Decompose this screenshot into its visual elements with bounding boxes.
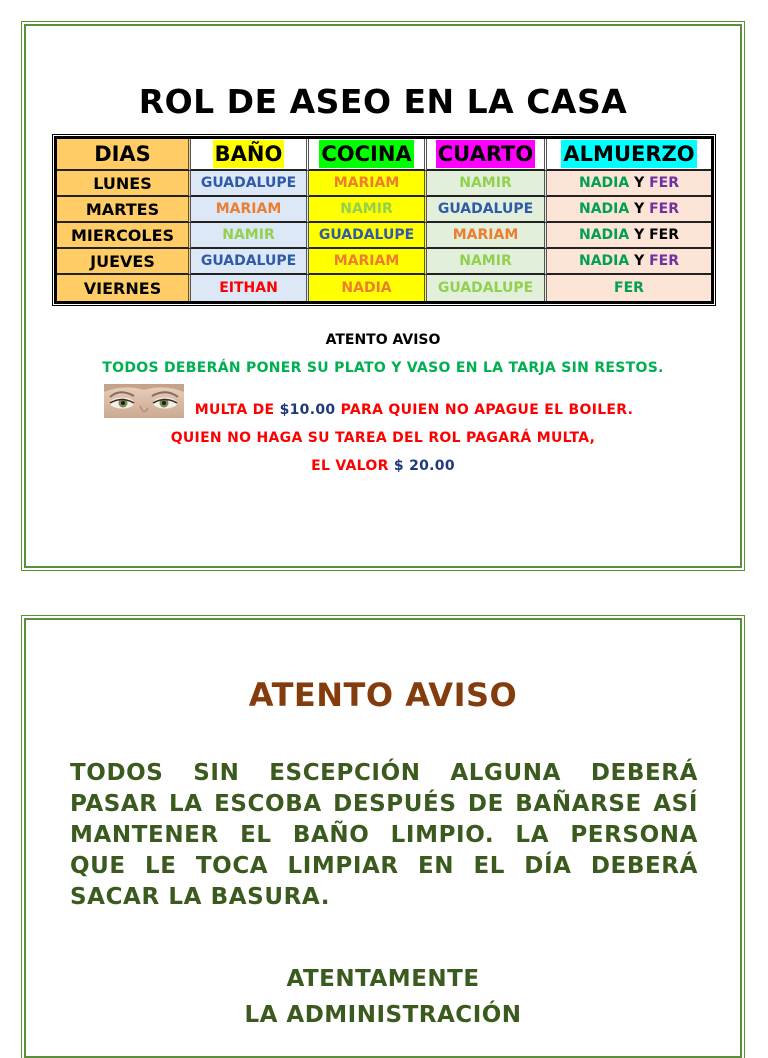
assignment-cell — [309, 171, 427, 197]
day-cell: JUEVES — [57, 249, 191, 275]
cleaning-roster-notice — [24, 24, 742, 568]
assignee-name: MARIAM — [333, 253, 400, 269]
assignment-cell — [547, 249, 711, 275]
page-title: ROL DE ASEO EN LA CASA — [138, 82, 628, 121]
assignee-name: NADIA — [578, 253, 635, 269]
roster-table — [54, 136, 714, 304]
assignee-name: GUADALUPE — [318, 227, 415, 243]
assignee-name: FER — [649, 175, 680, 191]
assignee-name: FER — [649, 201, 680, 217]
day-cell: VIERNES — [57, 275, 191, 301]
header-label: DIAS — [94, 142, 151, 166]
assignment-cell — [309, 275, 427, 301]
day-cell: MARTES — [57, 197, 191, 223]
fine-value-line — [26, 458, 740, 474]
notice-heading: ATENTO AVISO — [325, 332, 441, 348]
assignee-name: NAMIR — [459, 253, 512, 269]
assignee-name: FER — [614, 280, 644, 296]
assignee-name: NAMIR — [459, 175, 512, 191]
assignee-name: GUADALUPE — [200, 253, 297, 269]
assignment-cell — [427, 197, 547, 223]
header-label: COCINA — [321, 142, 412, 166]
assignee-name: MARIAM — [333, 175, 400, 191]
dishes-rule: TODOS DEBERÁN PONER SU PLATO Y VASO EN LA TARJA SIN RESTOS. — [102, 360, 664, 376]
assignment-cell — [191, 223, 309, 249]
sweeping-notice — [24, 618, 742, 1058]
assignment-cell — [309, 223, 427, 249]
assignment-cell — [547, 197, 711, 223]
assignee-name: NADIA — [578, 201, 635, 217]
assignment-cell — [309, 197, 427, 223]
assignment-cell — [191, 171, 309, 197]
assignee-name: GUADALUPE — [437, 280, 534, 296]
assignee-name: FER — [649, 227, 680, 243]
assignment-cell — [547, 223, 711, 249]
assignment-cell — [427, 275, 547, 301]
header-cell — [427, 139, 547, 171]
assignee-name: NADIA — [578, 227, 635, 243]
assignee-name: Y — [634, 253, 650, 269]
assignee-name: MARIAM — [452, 227, 519, 243]
signature-closing: ATENTAMENTE — [286, 966, 480, 992]
assignee-name: NAMIR — [340, 201, 393, 217]
assignee-name: MARIAM — [215, 201, 282, 217]
assignee-name: NAMIR — [222, 227, 275, 243]
header-cell — [309, 139, 427, 171]
assignment-cell — [309, 249, 427, 275]
assignment-cell — [191, 197, 309, 223]
header-label: BAÑO — [214, 142, 283, 166]
assignee-name: Y — [634, 175, 650, 191]
assignment-cell — [191, 275, 309, 301]
fine-amount-task: $ 20.00 — [393, 458, 455, 474]
assignment-cell — [427, 171, 547, 197]
fine-amount-boiler: $10.00 — [279, 402, 336, 418]
day-cell: LUNES — [57, 171, 191, 197]
notice2-body: TODOS SIN ESCEPCIÓN ALGUNA DEBERÁ PASAR LA ESCOBA DESPUÉS DE BAÑARSE ASÍ MANTENER EL BAÑO LIMPIO. LA PERSONA QUE LE TOCA LIMPIAR EN EL DÍA DEBERÁ SACAR LA BASURA. — [70, 760, 698, 910]
boiler-fine-line — [26, 402, 740, 418]
day-cell: MIERCOLES — [57, 223, 191, 249]
assignee-name: NADIA — [341, 280, 392, 296]
header-label: ALMUERZO — [563, 142, 695, 166]
assignee-name: FER — [649, 253, 680, 269]
fine-text-b: PARA QUIEN NO APAGUE EL BOILER. — [335, 402, 634, 418]
assignment-cell — [547, 275, 711, 301]
assignment-cell — [427, 223, 547, 249]
header-cell — [57, 139, 191, 171]
header-cell — [191, 139, 309, 171]
assignee-name: GUADALUPE — [437, 201, 534, 217]
assignment-cell — [427, 249, 547, 275]
assignee-name: NADIA — [578, 175, 635, 191]
header-cell — [547, 139, 711, 171]
fine-value-label: EL VALOR — [311, 458, 394, 474]
task-fine-line: QUIEN NO HAGA SU TAREA DEL ROL PAGARÁ MULTA, — [170, 430, 596, 446]
assignee-name: Y — [634, 227, 650, 243]
assignee-name: EITHAN — [219, 280, 278, 296]
header-label: CUARTO — [437, 142, 534, 166]
notice2-heading: ATENTO AVISO — [248, 676, 518, 714]
assignee-name: GUADALUPE — [200, 175, 297, 191]
assignee-name: Y — [634, 201, 650, 217]
signature-admin: LA ADMINISTRACIÓN — [244, 1002, 522, 1028]
assignment-cell — [191, 249, 309, 275]
assignment-cell — [547, 171, 711, 197]
fine-text-a: MULTA DE — [194, 402, 280, 418]
